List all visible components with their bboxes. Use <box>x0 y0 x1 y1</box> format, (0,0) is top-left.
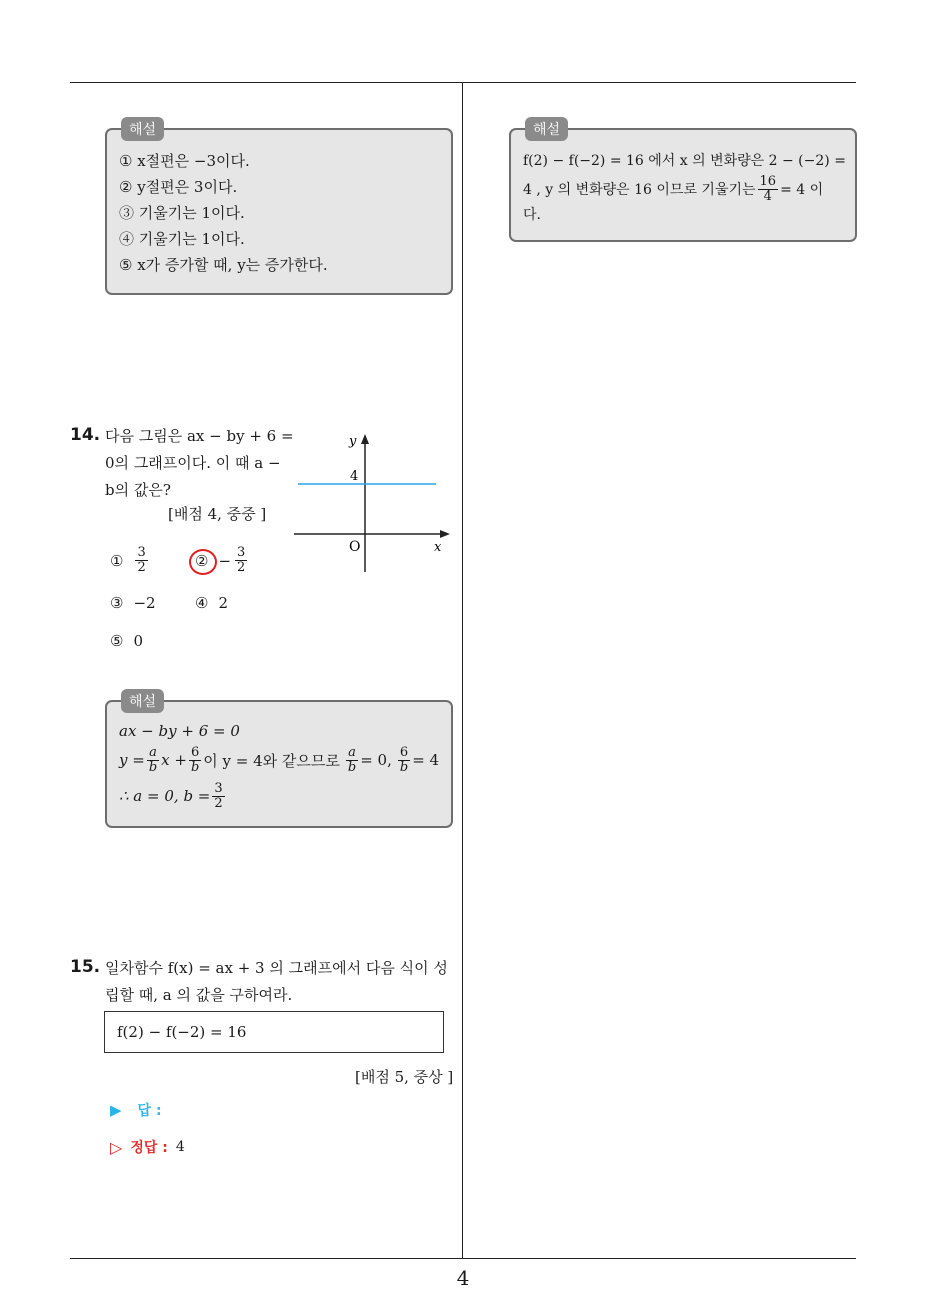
solution-line: 4 , y 의 변화량은 16 이므로 기울기는 $\frac{16}{4}$ = 4 이 <box>523 173 824 204</box>
choice-value: 0 <box>133 632 143 650</box>
play-icon: ▶ <box>110 1101 122 1119</box>
question-text-14 <box>105 423 294 504</box>
choice-value: 2 <box>218 594 228 612</box>
question-line: 0의 그래프이다. 이 때 a − <box>105 454 281 472</box>
choice-1[interactable] <box>110 546 150 575</box>
choice-mark: ⑤ <box>110 632 124 650</box>
choice-value <box>218 546 249 575</box>
y-axis-label: y <box>349 434 357 449</box>
formula-box: f(2) − f(−2) = 16 <box>104 1011 444 1053</box>
score-q15: [배점 5, 중상 ] <box>355 1068 454 1086</box>
y-axis-arrow <box>361 434 369 444</box>
answer-label: 답 : <box>137 1103 162 1119</box>
solution-line: ① x절편은 −3이다. <box>119 152 250 170</box>
choice-mark: ① <box>110 551 124 570</box>
question-number-14: 14. <box>70 425 101 445</box>
choice-5[interactable] <box>110 632 143 650</box>
x-axis-arrow <box>440 530 450 538</box>
question-line: 립할 때, a 의 값을 구하여라. <box>105 986 293 1004</box>
correct-answer-row <box>110 1137 185 1157</box>
correct-value: 4 <box>175 1139 185 1155</box>
x-axis-label: x <box>434 540 442 555</box>
choice-mark-wrap <box>195 552 208 570</box>
solution-line: f(2) − f(−2) = 16 에서 x 의 변화량은 2 − (−2) = <box>523 153 846 169</box>
origin-label: O <box>349 539 361 555</box>
outline-play-icon: ▷ <box>110 1137 123 1157</box>
line-value-label: 4 <box>350 469 359 484</box>
solution-line: 다. <box>523 207 541 223</box>
solution-label: 해설 <box>525 117 568 141</box>
solution-line: ③ 기울기는 1이다. <box>119 204 245 222</box>
solution-line: ② y절편은 3이다. <box>119 178 238 196</box>
coordinate-graph <box>290 430 460 580</box>
correct-label: 정답 : <box>130 1140 168 1156</box>
solution-label: 해설 <box>121 117 164 141</box>
question-text-15 <box>105 955 448 1009</box>
top-rule <box>70 82 856 83</box>
score-q14: [배점 4, 중중 ] <box>168 505 267 523</box>
choice-2[interactable] <box>195 546 249 575</box>
choice-mark: ④ <box>195 594 209 612</box>
solution-box-q15 <box>509 122 857 242</box>
solution-line: ④ 기울기는 1이다. <box>119 230 245 248</box>
choice-4[interactable] <box>195 594 228 612</box>
question-line: b의 값은? <box>105 481 171 499</box>
fraction: $\frac{3}{2}$ <box>137 545 146 575</box>
question-line: 일차함수 f(x) = ax + 3 의 그래프에서 다음 식이 성 <box>105 959 448 977</box>
fraction: $\frac{3}{2}$ <box>237 545 246 575</box>
sign: − <box>218 551 232 570</box>
solution-box-q14 <box>105 694 453 828</box>
choice-mark: ③ <box>110 594 124 612</box>
page-number: 4 <box>456 1266 470 1290</box>
solution-line: y = $\frac{a}{b}$ x + $\frac{6}{b}$ 이 y = 4와 같으므로 $\frac{a}{b}$ = 0, $\frac{6}{b}$ = 4 <box>119 744 440 775</box>
solution-label: 해설 <box>121 689 164 713</box>
choice-mark: ② <box>195 551 209 570</box>
question-line: 다음 그림은 ax − by + 6 = <box>105 427 294 445</box>
solution-box-q13 <box>105 122 453 295</box>
selected-circle-mark <box>189 549 217 575</box>
choice-3[interactable] <box>110 594 156 612</box>
solution-line: ⑤ x가 증가할 때, y는 증가한다. <box>119 256 328 274</box>
choice-value: −2 <box>133 594 156 612</box>
answer-row[interactable] <box>110 1100 162 1120</box>
bottom-rule <box>70 1258 856 1259</box>
column-divider <box>462 82 463 1258</box>
question-number-15: 15. <box>70 957 101 977</box>
solution-line: ax − by + 6 = 0 <box>119 722 240 740</box>
solution-line: ∴ a = 0, b = $\frac{3}{2}$ <box>119 780 223 811</box>
